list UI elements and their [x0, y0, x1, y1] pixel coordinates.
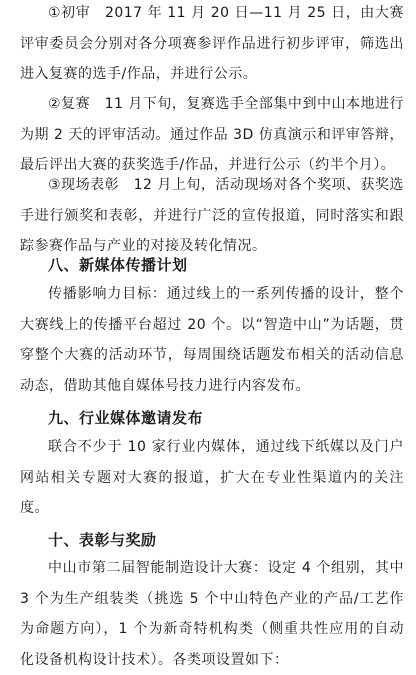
paragraph-new-media-plan: 传播影响力目标：通过线上的一系列传播的设计，整个大赛线上的传播平台超过 20 个。以“智造中山”为话题，贯穿整个大赛的活动环节，每周围绕话题发布相关的活动信息动态，借助其他自媒体号技力进行内容发布。	[20, 286, 404, 394]
section-heading-new-media: 八、新媒体传播计划	[48, 256, 188, 274]
section-heading-awards: 十、表彰与奖励	[48, 531, 157, 549]
paragraph-awards: 中山市第二届智能制造设计大赛：设定 4 个组别，其中 3 个为生产组装类（挑选 5 个中山特色产业的产品/工艺作为命题方向），1 个为新奇特机构类（侧重共性应用的自动化设备机构设计技术）。各类项设置如下：	[20, 560, 404, 668]
section-heading-industry-media: 九、行业媒体邀请发布	[48, 409, 204, 427]
paragraph-industry-media: 联合不少于 10 家行业内媒体，通过线下纸媒以及门户网站相关专题对大赛的报道，扩大在专业性渠道内的关注度。	[20, 439, 404, 516]
paragraph-award-ceremony: ③现场表彰 12 月上旬，活动现场对各个奖项、获奖选手进行颁奖和表彰，并进行广泛的宣传报道，同时落实和跟踪参赛作品与产业的对接及转化情况。	[20, 177, 404, 254]
paragraph-semifinal: ②复赛 11 月下旬，复赛选手全部集中到中山本地进行为期 2 天的评审活动。通过作品 3D 仿真演示和评审答辩，最后评出大赛的获奖选手/作品，并进行公示（约半个月）。	[20, 96, 404, 173]
paragraph-preliminary-review: ①初审 2017 年 11 月 20 日—11 月 25 日，由大赛评审委员会分别对各分项赛参评作品进行初步评审，筛选出进入复赛的选手/作品，并进行公示。	[20, 5, 404, 82]
